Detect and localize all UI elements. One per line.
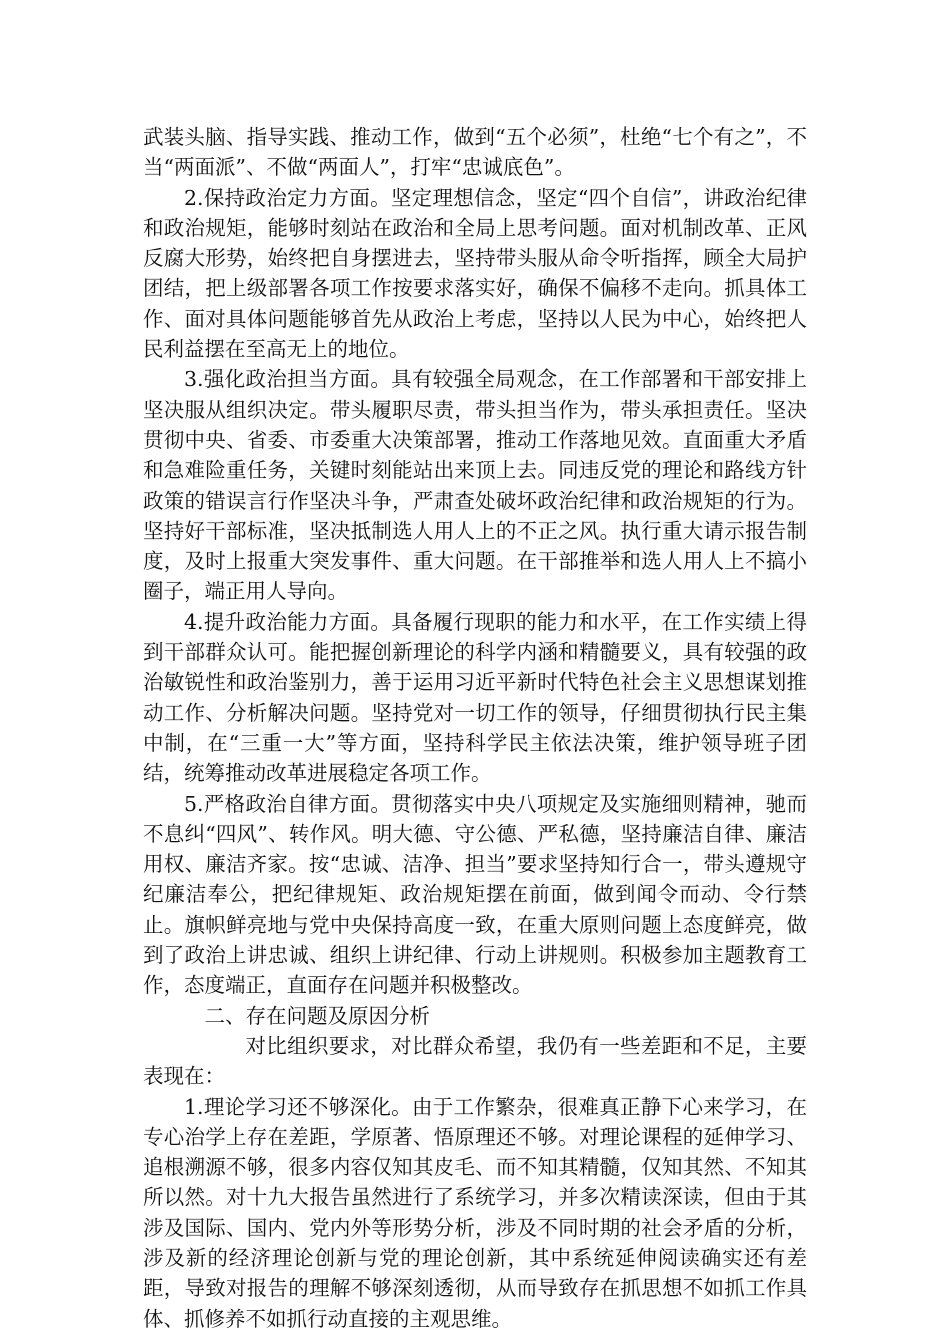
paragraph-political-responsibility: 3.强化政治担当方面。具有较强全局观念，在工作部署和干部安排上坚决服从组织决定。带头履职尽责，带头担当作为，带头承担责任。坚决贯彻中央、省委、市委重大决策部署，推动工作落地见效。直面重大矛盾和急难险重任务，关键时刻能站出来顶上去。同违反党的理论和路线方针政策的错误言行作坚决斗争，严肃查处破坏政治纪律和政治规矩的行为。坚持好干部标准，坚决抵制选人用人上的不正之风。执行重大请示报告制度，及时上报重大突发事件、重大问题。在干部推举和选人用人上不搞小圈子，端正用人导向。 bbox=[143, 367, 807, 604]
paragraph-problems-intro: 对比组织要求，对比群众希望，我仍有一些差距和不足，主要表现在： bbox=[143, 1033, 807, 1089]
paragraph-continuation: 武装头脑、指导实践、推动工作，做到“五个必须”，杜绝“七个有之”，不当“两面派”、不做“两面人”，打牢“忠诚底色”。 bbox=[143, 125, 807, 180]
paragraph-political-self-discipline: 5.严格政治自律方面。贯彻落实中央八项规定及实施细则精神，驰而不息纠“四风”、转作风。明大德、守公德、严私德，坚持廉洁自律、廉洁用权、廉洁齐家。按“忠诚、洁净、担当”要求坚持知行合一，带头遵规守纪廉洁奉公，把纪律规矩、政治规矩摆在前面，做到闻令而动、令行禁止。旗帜鲜亮地与党中央保持高度一致，在重大原则问题上态度鲜亮，做到了政治上讲忠诚、组织上讲纪律、行动上讲规则。积极参加主题教育工作，态度端正，直面存在问题并积极整改。 bbox=[143, 791, 807, 998]
document-page bbox=[143, 122, 807, 1334]
paragraph-political-capability: 4.提升政治能力方面。具备履行现职的能力和水平，在工作实绩上得到干部群众认可。能把握创新理论的科学内涵和精髓要义，具有较强的政治敏锐性和政治鉴别力，善于运用习近平新时代特色社会主义思想谋划推动工作、分析解决问题。坚持党对一切工作的领导，仔细贯彻执行民主集中制，在“三重一大”等方面，坚持科学民主依法决策，维护领导班子团结，统筹推动改革进展稳定各项工作。 bbox=[143, 609, 807, 786]
paragraph-political-resolve: 2.保持政治定力方面。坚定理想信念，坚定“四个自信”，讲政治纪律和政治规矩，能够时刻站在政治和全局上思考问题。面对机制改革、正风反腐大形势，始终把自身摆进去，坚持带头服从命令听指挥，顾全大局护团结，把上级部署各项工作按要求落实好，确保不偏移不走向。抓具体工作、面对具体问题能够首先从政治上考虑，坚持以人民为中心，始终把人民利益摆在至高无上的地位。 bbox=[143, 185, 807, 362]
section-heading-problems: 二、存在问题及原因分析 bbox=[204, 1003, 430, 1028]
paragraph-theory-study: 1.理论学习还不够深化。由于工作繁杂，很难真正静下心来学习，在专心治学上存在差距，学原著、悟原理还不够。对理论课程的延伸学习、追根溯源不够，很多内容仅知其皮毛、而不知其精髓，仅知其然、不知其所以然。对十九大报告虽然进行了系统学习，并多次精读深读，但由于其涉及国际、国内、党内外等形势分析，涉及不同时期的社会矛盾的分析，涉及新的经济理论创新与党的理论创新，其中系统延伸阅读确实还有差距，导致对报告的理解不够深刻透彻，从而导致存在抓思想不如抓工作具体、抓修养不如抓行动直接的主观思维。 bbox=[143, 1094, 807, 1331]
